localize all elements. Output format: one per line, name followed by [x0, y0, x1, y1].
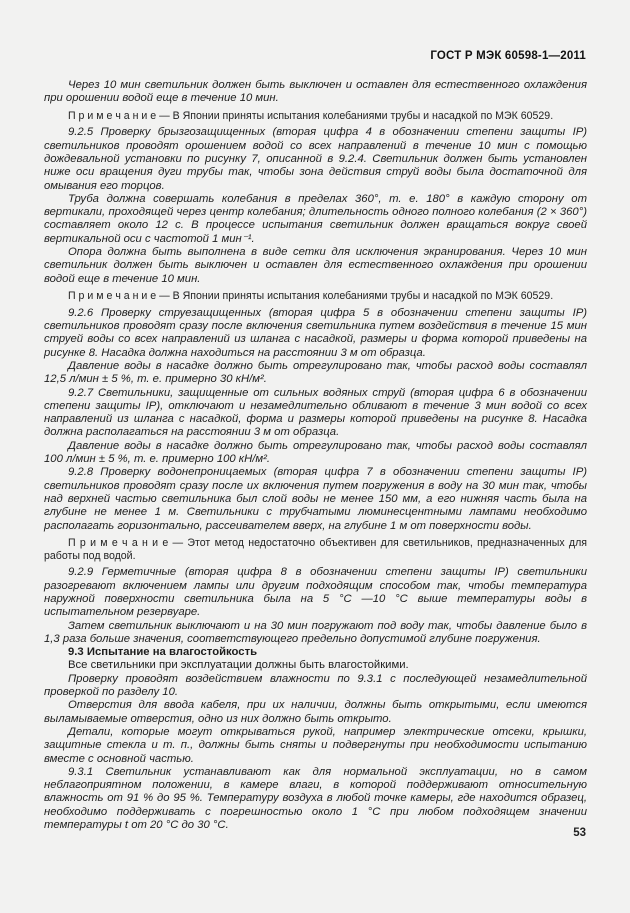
paragraph-9-2-9: 9.2.9 Герметичные (вторая цифра 8 в обозначении степени защиты IP) светильники разогревают включением лампы или другим подходящим способом так, чтобы температура наружной поверхности светильника была на 5 °С —10 °С выше температуры воды в испытательном резервуаре.	[44, 566, 587, 619]
paragraph-cable-openings: Отверстия для ввода кабеля, при их наличии, должны быть открытыми, если имеются выламываемые отверстия, одно из них должно быть открыто.	[44, 699, 587, 725]
paragraph-humidity-check: Проверку проводят воздействием влажности по 9.3.1 с последующей незамедлительной проверкой по разделу 10.	[44, 672, 587, 699]
paragraph-water-pressure-100: Давление воды в насадке должно быть отрегулировано так, чтобы расход воды составлял 100 л/мин ± 5 %, т. е. примерно 100 кН/м².	[44, 439, 587, 466]
heading-9-3-humidity-test: 9.3 Испытание на влагостойкость	[68, 646, 258, 659]
paragraph-submersion-pressure: Затем светильник выключают и на 30 мин погружают под воду так, чтобы давление было в 1,3 раза больше значения, соответствующего предельно допустимой глубине погружения.	[44, 619, 587, 645]
paragraph-cooling-after-10-min: Через 10 мин светильник должен быть выключен и оставлен для естественного охлаждения при орошении водой еще в течение 10 мин.	[44, 79, 587, 105]
paragraph-water-pressure-12-5: Давление воды в насадке должно быть отрегулировано так, чтобы расход воды составлял 12,5 л/мин ± 5 %, т. е. примерно 30 кН/м².	[44, 359, 587, 386]
paragraph-9-2-7: 9.2.7 Светильники, защищенные от сильных водяных струй (вторая цифра 6 в обозначении степени защиты IP), отключают и незамедлительно обливают в течение 3 мин водой со всех направлений из шланга с насадкой, форма и размеры которой приведены на рисунке 8. Насадка должна располагаться на расстоянии 3 м от образца.	[44, 386, 587, 439]
note-japan-iec-60529: П р и м е ч а н и е — В Японии приняты испытания колебаниями трубы и насадкой по МЭК 60529.	[68, 109, 554, 122]
note-underwater-method: П р и м е ч а н и е — Этот метод недостаточно объективен для светильников, предназначенных для работы под водой.	[44, 536, 587, 562]
paragraph-tube-oscillation: Труба должна совершать колебания в пределах 360°, т. е. 180° в каждую сторону от вертикали, проходящей через центр колебания; длительность одного полного колебания (2 × 360°) составляет около 12 с. В процессе испытания светильник должен вращаться вокруг своей вертикальной оси с частотой 1 мин⁻¹.	[44, 192, 587, 245]
note-japan-iec-60529-2: П р и м е ч а н и е — В Японии приняты испытания колебаниями трубы и насадкой по МЭК 60529.	[68, 289, 554, 302]
page-number: 53	[573, 827, 586, 839]
paragraph-9-2-8: 9.2.8 Проверку водонепроницаемых (вторая цифра 7 в обозначении степени защиты IP) светильников проводят сразу после их включения путем погружения в воду на 30 мин так, чтобы над верхней частью светильника был слой воды не менее 150 мм, а его нижняя часть была на глубине не менее 1 м. Светильники с трубчатыми люминесцентными лампами необходимо располагать горизонтально, рассеивателем вверх, на глубине 1 м от поверхности воды.	[44, 466, 587, 532]
paragraph-9-3-1: 9.3.1 Светильник устанавливают как для нормальной эксплуатации, но в самом неблагоприятном положении, в камере влаги, в которой поддерживают относительную влажность от 91 % до 95 %. Температуру воздуха в любой точке камеры, где находится образец, необходимо поддерживать с погрешностью около 1 °С при любом подходящем значении температуры t от 20 °С до 30 °С.	[44, 765, 587, 832]
paragraph-humidity-requirement: Все светильники при эксплуатации должны быть влагостойкими.	[68, 659, 409, 672]
paragraph-removable-parts: Детали, которые могут открываться рукой, например электрические отсеки, крышки, защитные стекла и т. п., должны быть сняты и подвергнуты при необходимости испытанию вместе с основной частью.	[44, 725, 587, 765]
paragraph-mesh-support: Опора должна быть выполнена в виде сетки для исключения экранирования. Через 10 мин светильник должен быть выключен и оставлен для естественного охлаждения при орошении водой еще в течение 10 мин.	[44, 246, 587, 285]
document-body-text	[44, 79, 587, 832]
paragraph-9-2-6: 9.2.6 Проверку струезащищенных (вторая цифра 5 в обозначении степени защиты IP) светильников проводят сразу после включения светильника путем воздействия в течение 15 мин струей воды со всех направлений из шланга с насадкой, размеры и форма которой приведены на рисунке 8. Насадка должна находиться на расстоянии 3 м от образца.	[44, 306, 587, 359]
paragraph-9-2-5: 9.2.5 Проверку брызгозащищенных (вторая цифра 4 в обозначении степени защиты IP) светильников проводят орошением водой со всех направлений в течение 10 мин с помощью дождевальной установки по рисунку 7, описанной в 9.2.4. Светильник должен быть установлен ниже оси вращения дуги трубы так, чтобы зона действия струй воды была достаточной для омывания его торцов.	[44, 126, 587, 192]
document-header-standard-number: ГОСТ Р МЭК 60598-1—2011	[430, 50, 586, 62]
